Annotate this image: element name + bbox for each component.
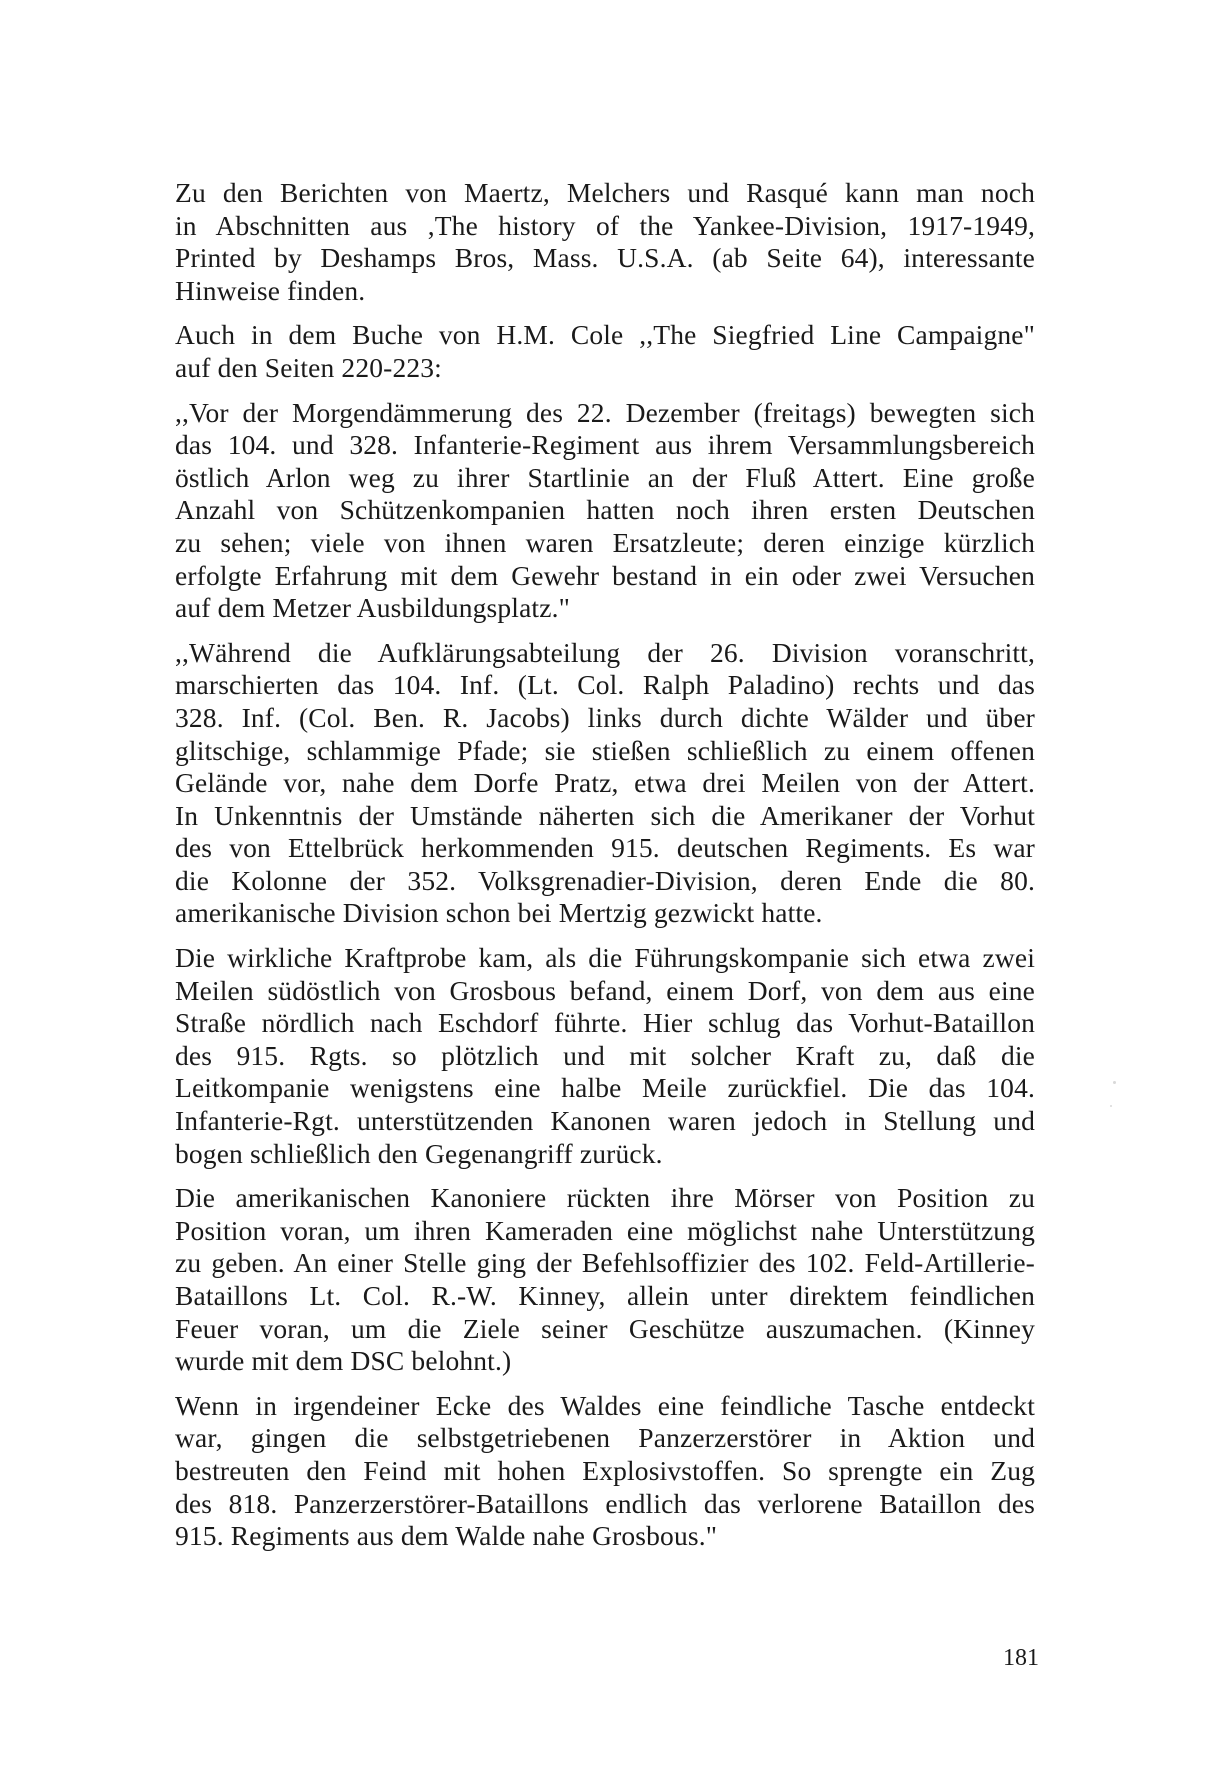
- text-line: amerikanische Division schon bei Mertzig gezwickt hatte.: [175, 897, 823, 929]
- text-line: ,,Während die Aufklärungsabteilung der 26. Division voranschritt,: [175, 636, 1035, 668]
- text-line: das 104. und 328. Infanterie-Regiment aus ihrem Versammlungsbereich: [175, 429, 1035, 461]
- text-line: glitschige, schlammige Pfade; sie stießen schließlich zu einem offenen: [175, 734, 1035, 766]
- text-line: Wenn in irgendeiner Ecke des Waldes eine feindliche Tasche entdeckt: [175, 1389, 1035, 1421]
- text-line: erfolgte Erfahrung mit dem Gewehr bestand in ein oder zwei Versuchen: [175, 559, 1035, 591]
- text-line: zu sehen; viele von ihnen waren Ersatzleute; deren einzige kürzlich: [175, 526, 1035, 558]
- text-line: Leitkompanie wenigstens eine halbe Meile zurückfiel. Die das 104.: [175, 1072, 1035, 1104]
- text-line: Die amerikanischen Kanoniere rückten ihre Mörser von Position zu: [175, 1182, 1035, 1214]
- text-line: des 818. Panzerzerstörer-Bataillons endlich das verlorene Bataillon des: [175, 1487, 1035, 1519]
- text-line: auf dem Metzer Ausbildungsplatz.": [175, 592, 570, 624]
- text-line: zu geben. An einer Stelle ging der Befehlsoffizier des 102. Feld-Artillerie-: [175, 1247, 1035, 1279]
- paragraph: [175, 319, 1035, 384]
- text-line: Gelände vor, nahe dem Dorfe Pratz, etwa drei Meilen von der Attert.: [175, 767, 1035, 799]
- text-line: war, gingen die selbstgetriebenen Panzerzerstörer in Aktion und: [175, 1422, 1035, 1454]
- text-line: bogen schließlich den Gegenangriff zurück.: [175, 1137, 663, 1169]
- paragraph: [175, 1390, 1035, 1553]
- text-line: des 915. Rgts. so plötzlich und mit solcher Kraft zu, daß die: [175, 1039, 1035, 1071]
- text-line: Hinweise finden.: [175, 274, 366, 306]
- scan-speck: [1110, 1105, 1112, 1107]
- page-number: 181: [1003, 1645, 1039, 1671]
- text-line: auf den Seiten 220-223:: [175, 351, 442, 383]
- text-line: des von Ettelbrück herkommenden 915. deutschen Regiments. Es war: [175, 832, 1035, 864]
- text-line: bestreuten den Feind mit hohen Explosivstoffen. So sprengte ein Zug: [175, 1454, 1035, 1486]
- paragraph: [175, 942, 1035, 1170]
- text-line: in Abschnitten aus ,The history of the Yankee-Division, 1917-1949,: [175, 209, 1035, 241]
- text-line: marschierten das 104. Inf. (Lt. Col. Ralph Paladino) rechts und das: [175, 669, 1035, 701]
- text-line: In Unkenntnis der Umstände näherten sich die Amerikaner der Vorhut: [175, 799, 1035, 831]
- paragraph: [175, 1182, 1035, 1378]
- text-line: Position voran, um ihren Kameraden eine möglichst nahe Unterstützung: [175, 1214, 1035, 1246]
- text-line: die Kolonne der 352. Volksgrenadier-Division, deren Ende die 80.: [175, 864, 1035, 896]
- text-line: Straße nördlich nach Eschdorf führte. Hier schlug das Vorhut-Bataillon: [175, 1007, 1035, 1039]
- text-line: Infanterie-Rgt. unterstützenden Kanonen waren jedoch in Stellung und: [175, 1105, 1035, 1137]
- text-line: Anzahl von Schützenkompanien hatten noch ihren ersten Deutschen: [175, 494, 1035, 526]
- paragraph: [175, 177, 1035, 307]
- text-line: östlich Arlon weg zu ihrer Startlinie an der Fluß Attert. Eine große: [175, 461, 1035, 493]
- body-text: [175, 177, 1035, 1553]
- scan-speck: [1113, 1081, 1116, 1084]
- text-line: 915. Regiments aus dem Walde nahe Grosbous.": [175, 1520, 718, 1552]
- text-line: Auch in dem Buche von H.M. Cole ,,The Siegfried Line Campaigne": [175, 319, 1035, 351]
- text-line: Meilen südöstlich von Grosbous befand, einem Dorf, von dem aus eine: [175, 974, 1035, 1006]
- text-line: wurde mit dem DSC belohnt.): [175, 1345, 512, 1377]
- text-line: Bataillons Lt. Col. R.-W. Kinney, allein unter direktem feindlichen: [175, 1280, 1035, 1311]
- text-line: Feuer voran, um die Ziele seiner Geschütze auszumachen. (Kinney: [175, 1312, 1035, 1344]
- text-line: Die wirkliche Kraftprobe kam, als die Führungskompanie sich etwa zwei: [175, 942, 1035, 974]
- text-line: 328. Inf. (Col. Ben. R. Jacobs) links durch dichte Wälder und über: [175, 701, 1035, 733]
- text-line: Printed by Deshamps Bros, Mass. U.S.A. (ab Seite 64), interessante: [175, 242, 1035, 274]
- text-line: Zu den Berichten von Maertz, Melchers und Rasqué kann man noch: [175, 177, 1035, 208]
- paragraph: [175, 637, 1035, 930]
- text-line: ,,Vor der Morgendämmerung des 22. Dezember (freitags) bewegten sich: [175, 396, 1035, 428]
- paragraph: [175, 397, 1035, 625]
